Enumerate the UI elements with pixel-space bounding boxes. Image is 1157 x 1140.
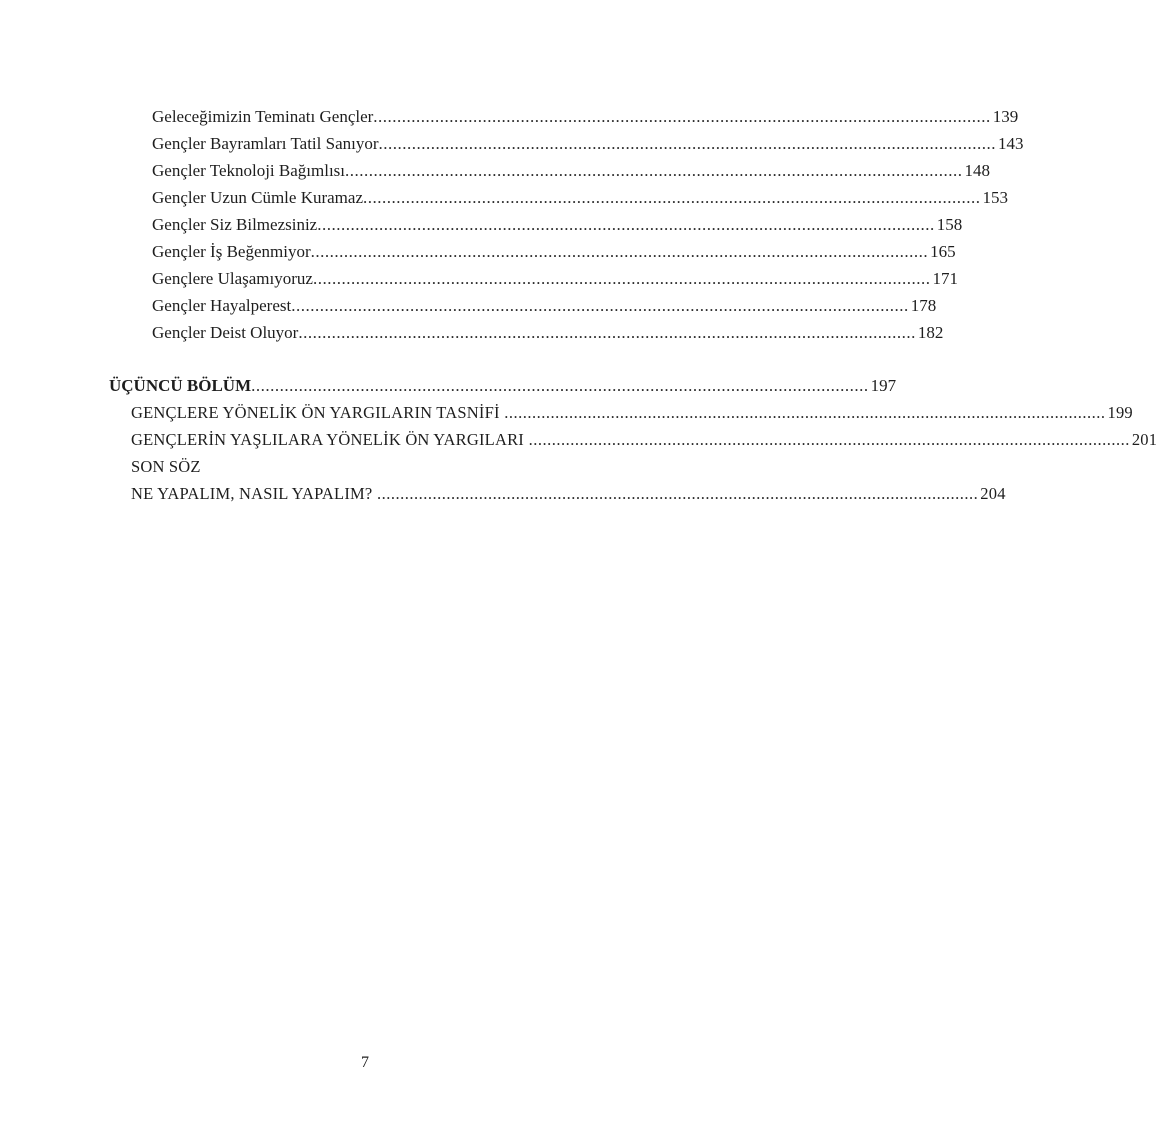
dot-leader: ..................................................................................................................................	[310, 242, 929, 261]
toc-entry-page: 165	[930, 242, 956, 261]
dot-leader: ..................................................................................................................................	[372, 484, 979, 503]
toc-entry-title: Gençler Bayramları Tatil Sanıyor	[152, 134, 379, 153]
toc-entry-title: Gençler Teknoloji Bağımlısı	[152, 161, 346, 180]
toc-entry	[152, 184, 1008, 211]
toc-entry-title: Gençler Uzun Cümle Kuramaz	[152, 188, 363, 207]
dot-leader: ..................................................................................................................................	[499, 403, 1106, 422]
toc-entry-page: 199	[1107, 403, 1133, 422]
dot-leader: ..................................................................................................................................	[298, 323, 916, 342]
toc-entry	[152, 211, 963, 238]
dot-leader: ..................................................................................................................................	[363, 188, 981, 207]
toc-entry	[152, 319, 944, 346]
toc-entry	[131, 399, 1133, 426]
dot-leader: ..................................................................................................................................	[345, 161, 963, 180]
toc-entry-title: Geleceğimizin Teminatı Gençler	[152, 107, 374, 126]
toc-entry-title: Gençler Deist Oluyor	[152, 323, 299, 342]
toc-entry-page: 153	[982, 188, 1008, 207]
dot-leader: ..................................................................................................................................	[317, 215, 935, 234]
toc-entry-page: 158	[936, 215, 963, 234]
toc-closing-label-text: SON SÖZ	[131, 457, 201, 476]
toc-entry-title: Gençler İş Beğenmiyor	[152, 242, 311, 261]
toc-entry-page: 139	[992, 107, 1019, 126]
dot-leader: ..................................................................................................................................	[523, 430, 1130, 449]
toc-entry-title: GENÇLERİN YAŞLILARA YÖNELİK ÖN YARGILARI	[131, 430, 524, 449]
toc-entry-title: GENÇLERE YÖNELİK ÖN YARGILARIN TASNİFİ	[131, 403, 500, 422]
toc-entry	[152, 103, 1019, 130]
toc-entry-page: 201	[1131, 430, 1157, 449]
toc-entry-page: 171	[932, 269, 958, 288]
toc-entry	[131, 480, 1006, 507]
toc-entry	[152, 130, 1024, 157]
toc-entry	[152, 265, 958, 292]
toc-entry-page: 204	[980, 484, 1006, 503]
toc-entry	[152, 238, 956, 265]
toc-part-title: ÜÇÜNCÜ BÖLÜM	[109, 376, 252, 395]
toc-entry-title: Gençlere Ulaşamıyoruz	[152, 269, 313, 288]
toc-part-page: 197	[870, 376, 897, 395]
dot-leader: ..................................................................................................................................	[373, 107, 991, 126]
page-number: 7	[361, 1054, 369, 1071]
toc-entry	[131, 426, 1157, 453]
dot-leader: ..................................................................................................................................	[291, 296, 909, 315]
toc-entry-title: Gençler Siz Bilmezsiniz	[152, 215, 318, 234]
toc-part-heading	[109, 372, 897, 399]
toc-entry	[152, 292, 937, 319]
dot-leader: ..................................................................................................................................	[378, 134, 997, 153]
toc-closing-label	[131, 453, 622, 480]
toc-entry-page: 182	[917, 323, 944, 342]
toc-entry-page: 148	[964, 161, 991, 180]
toc-entry-page: 178	[910, 296, 937, 315]
dot-leader: ..................................................................................................................................	[251, 376, 869, 395]
dot-leader: ..................................................................................................................................	[312, 269, 931, 288]
toc-entry-page: 143	[998, 134, 1024, 153]
toc-entry	[152, 157, 991, 184]
toc-entry-title: Gençler Hayalperest	[152, 296, 292, 315]
toc-entry-title: NE YAPALIM, NASIL YAPALIM?	[131, 484, 373, 503]
